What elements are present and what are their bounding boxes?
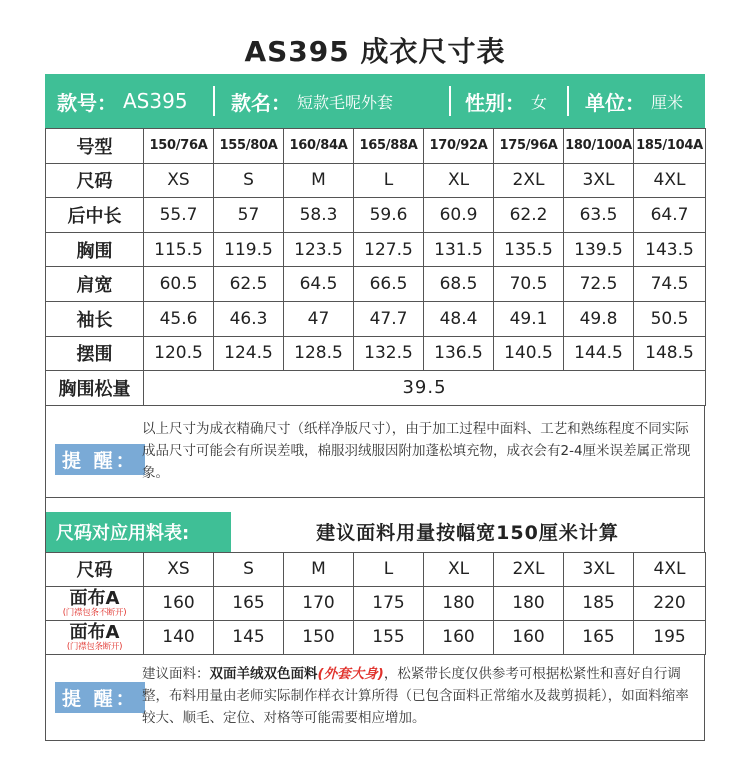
ease-value: 39.5 <box>144 371 706 406</box>
size-cell: 48.4 <box>424 301 494 336</box>
size-cell: XL <box>424 163 494 198</box>
fabric-size-cell: M <box>284 552 354 586</box>
size-row <box>46 232 706 267</box>
size-cell: 180/100A <box>564 129 634 164</box>
size-cell: 120.5 <box>144 336 214 371</box>
fabric-notice-box <box>45 655 705 741</box>
size-cell: 185/104A <box>634 129 706 164</box>
size-cell: 72.5 <box>564 267 634 302</box>
fabric-tag: 尺码对应用料表: <box>46 512 231 552</box>
spacer <box>45 498 705 512</box>
size-row <box>46 336 706 371</box>
unit-value: 厘米 <box>651 92 684 112</box>
fabric-cell: 165 <box>214 586 284 620</box>
fabric-row-label <box>46 586 144 620</box>
fabric-cell: 160 <box>144 586 214 620</box>
style-no <box>45 74 215 128</box>
size-cell: 127.5 <box>354 232 424 267</box>
row-label: 尺码 <box>46 163 144 198</box>
fabric-size-cell: L <box>354 552 424 586</box>
fabric-cell: 185 <box>564 586 634 620</box>
size-cell: 143.5 <box>634 232 706 267</box>
size-cell: 155/80A <box>214 129 284 164</box>
size-cell: 144.5 <box>564 336 634 371</box>
size-cell: 55.7 <box>144 198 214 233</box>
size-cell: 59.6 <box>354 198 424 233</box>
row-label: 号型 <box>46 129 144 164</box>
fabric-cell: 180 <box>424 586 494 620</box>
size-cell: 49.8 <box>564 301 634 336</box>
size-row <box>46 267 706 302</box>
size-cell: 115.5 <box>144 232 214 267</box>
style-name-value: 短款毛呢外套 <box>297 92 394 112</box>
row-label: 摆围 <box>46 336 144 371</box>
size-cell: 128.5 <box>284 336 354 371</box>
fabric-row-name: 面布A <box>69 621 120 643</box>
size-cell: 131.5 <box>424 232 494 267</box>
size-cell: 123.5 <box>284 232 354 267</box>
size-row <box>46 198 706 233</box>
size-cell: 68.5 <box>424 267 494 302</box>
size-cell: 170/92A <box>424 129 494 164</box>
gender <box>451 74 569 128</box>
size-cell: 58.3 <box>284 198 354 233</box>
gender-value: 女 <box>531 92 548 112</box>
size-cell: 139.5 <box>564 232 634 267</box>
size-cell: 46.3 <box>214 301 284 336</box>
size-cell: 62.2 <box>494 198 564 233</box>
size-cell: 62.5 <box>214 267 284 302</box>
style-name-key: 款名： <box>231 90 291 115</box>
size-cell: 60.9 <box>424 198 494 233</box>
fabric-cell: 165 <box>564 620 634 654</box>
size-cell: 74.5 <box>634 267 706 302</box>
size-cell: 124.5 <box>214 336 284 371</box>
style-name <box>215 74 451 128</box>
fabric-row <box>46 620 706 654</box>
fabric-cell: 140 <box>144 620 214 654</box>
size-cell: 45.6 <box>144 301 214 336</box>
size-cell: 49.1 <box>494 301 564 336</box>
fabric-cell: 175 <box>354 586 424 620</box>
size-cell: 50.5 <box>634 301 706 336</box>
fabric-cell: 160 <box>424 620 494 654</box>
gender-key: 性别： <box>465 90 525 115</box>
size-cell: 2XL <box>494 163 564 198</box>
size-cell: M <box>284 163 354 198</box>
fabric-note: 建议面料用量按幅宽150厘米计算 <box>316 522 619 545</box>
size-cell: 66.5 <box>354 267 424 302</box>
notice-box <box>45 406 705 498</box>
size-cell: 57 <box>214 198 284 233</box>
size-cell: 150/76A <box>144 129 214 164</box>
size-cell: 175/96A <box>494 129 564 164</box>
size-cell: 70.5 <box>494 267 564 302</box>
fabric-notice-outer: (外套大身) <box>317 665 384 682</box>
size-cell: S <box>214 163 284 198</box>
fabric-size-cell: S <box>214 552 284 586</box>
style-no-value: AS395 <box>123 89 188 113</box>
size-cell: 64.7 <box>634 198 706 233</box>
fabric-row-sub: (门襟包条断开) <box>66 641 123 652</box>
size-chart <box>45 74 705 741</box>
fabric-cell: 155 <box>354 620 424 654</box>
fabric-size-label: 尺码 <box>46 552 144 586</box>
size-table <box>45 128 706 406</box>
notice-text: 以上尺寸为成衣精确尺寸（纸样净版尺寸），由于加工过程中面料、工艺和熟练程度不同实际成品尺寸可能会有所误差哦，棉服羽绒服因附加蓬松填充物，成衣会有2-4厘米误差属正常现象。 <box>142 420 691 481</box>
fabric-row-label <box>46 620 144 654</box>
fabric-row-sub: (门襟包条不断开) <box>62 607 127 618</box>
size-row <box>46 129 706 164</box>
size-cell: 136.5 <box>424 336 494 371</box>
size-row <box>46 163 706 198</box>
size-cell: L <box>354 163 424 198</box>
fabric-size-cell: 2XL <box>494 552 564 586</box>
size-cell: 47 <box>284 301 354 336</box>
fabric-cell: 145 <box>214 620 284 654</box>
fabric-row <box>46 586 706 620</box>
size-cell: 148.5 <box>634 336 706 371</box>
fabric-notice-prefix: 建议面料： <box>142 665 210 682</box>
size-cell: 140.5 <box>494 336 564 371</box>
fabric-table <box>45 552 706 655</box>
row-label: 胸围 <box>46 232 144 267</box>
size-cell: 47.7 <box>354 301 424 336</box>
row-label: 袖长 <box>46 301 144 336</box>
fabric-size-cell: 3XL <box>564 552 634 586</box>
size-row <box>46 301 706 336</box>
fabric-size-cell: XS <box>144 552 214 586</box>
ease-label: 胸围松量 <box>46 371 144 406</box>
fabric-notice-body: ，松紧带长度仅供参考可根据松紧性和喜好自行调整，布料用量由老师实际制作样衣计算所得（已包含面料正常缩水及裁剪损耗），如面料缩率较大、顺毛、定位、对格等可能需要相应增加。 <box>142 665 689 726</box>
fabric-header <box>45 512 705 552</box>
size-cell: 60.5 <box>144 267 214 302</box>
page-title: AS395 成衣尺寸表 <box>244 35 506 68</box>
size-cell: 135.5 <box>494 232 564 267</box>
fabric-row-name: 面布A <box>69 587 120 609</box>
size-cell: 4XL <box>634 163 706 198</box>
fabric-notice-fabric: 双面羊绒双色面料 <box>209 665 318 682</box>
size-cell: XS <box>144 163 214 198</box>
size-cell: 64.5 <box>284 267 354 302</box>
unit-key: 单位： <box>585 90 645 115</box>
header-bar <box>45 74 705 128</box>
notice-badge: 提 醒： <box>55 444 145 475</box>
fabric-notice-text <box>142 663 694 729</box>
size-cell: 132.5 <box>354 336 424 371</box>
fabric-notice-badge: 提 醒： <box>55 682 145 713</box>
style-no-key: 款号： <box>57 90 117 115</box>
fabric-cell: 170 <box>284 586 354 620</box>
size-cell: 63.5 <box>564 198 634 233</box>
size-cell: 119.5 <box>214 232 284 267</box>
size-cell: 165/88A <box>354 129 424 164</box>
row-label: 后中长 <box>46 198 144 233</box>
ease-row <box>46 371 706 406</box>
fabric-cell: 160 <box>494 620 564 654</box>
fabric-cell: 150 <box>284 620 354 654</box>
size-cell: 3XL <box>564 163 634 198</box>
size-cell: 160/84A <box>284 129 354 164</box>
unit <box>569 74 705 128</box>
fabric-size-cell: 4XL <box>634 552 706 586</box>
row-label: 肩宽 <box>46 267 144 302</box>
fabric-cell: 195 <box>634 620 706 654</box>
fabric-cell: 180 <box>494 586 564 620</box>
fabric-size-row <box>46 552 706 586</box>
fabric-size-cell: XL <box>424 552 494 586</box>
fabric-cell: 220 <box>634 586 706 620</box>
